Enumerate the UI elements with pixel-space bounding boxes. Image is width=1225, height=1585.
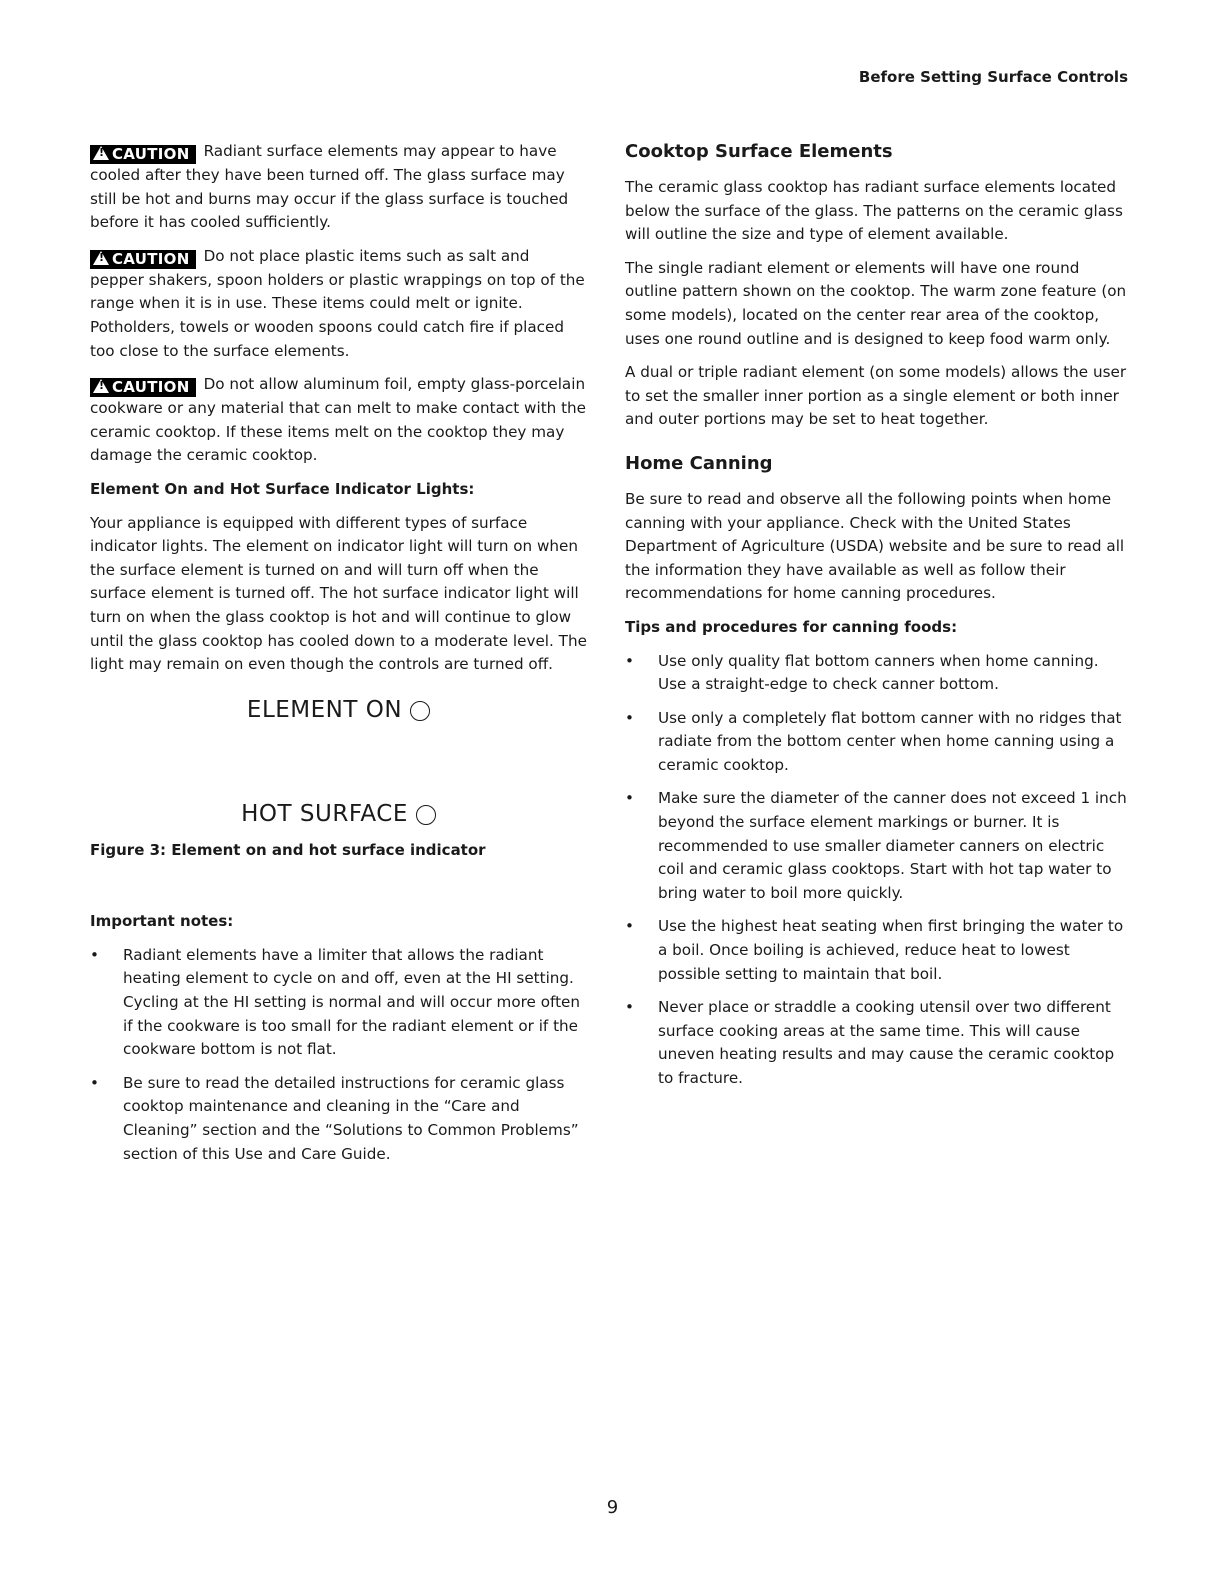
list-item: • Never place or straddle a cooking utensil over two different surface cooking areas at the same time. This will cause uneven heating results and may cause the ceramic cooktop to fracture. [625, 996, 1128, 1090]
important-notes-heading: Important notes: [90, 912, 234, 931]
list-item: • Make sure the diameter of the canner does not exceed 1 inch beyond the surface element markings or burner. It is recommended to use smaller diameter canners on electric coil and ceramic glass cooktops. Start with hot tap water to bring water to boil more quickly. [625, 787, 1128, 905]
cooktop-paragraph: A dual or triple radiant element (on some models) allows the user to set the smaller inner portion as a single element or both inner and outer portions may be set to heat together. [625, 363, 1127, 429]
warning-triangle-icon [93, 146, 109, 160]
warning-triangle-icon [93, 379, 109, 393]
caution-paragraph [90, 373, 587, 468]
warning-triangle-icon [93, 251, 109, 265]
element-on-indicator [90, 693, 587, 729]
cooktop-section-title: Cooktop Surface Elements [625, 141, 893, 162]
list-item: • Use only a completely flat bottom canner with no ridges that radiate from the bottom center when home canning using a ceramic cooktop. [625, 707, 1128, 778]
list-item: • Use only quality flat bottom canners when home canning. Use a straight-edge to check canner bottom. [625, 650, 1128, 697]
hot-surface-label: HOT SURFACE [241, 800, 408, 827]
caution-text: Radiant surface elements may appear to have cooled after they have been turned off. The glass surface may still be hot and burns may occur if the glass surface is touched before it has cooled sufficiently. [90, 142, 569, 232]
canning-tips-heading: Tips and procedures for canning foods: [625, 617, 958, 636]
caution-text: Do not place plastic items such as salt and pepper shakers, spoon holders or plastic wrappings on top of the range when it is in use. These items could melt or ignite. Potholders, towels or wooden spoons could catch fire if placed too close to the surface elements. [90, 246, 585, 360]
caution-badge-label: CAUTION [112, 249, 190, 268]
home-canning-paragraph: Be sure to read and observe all the following points when home canning with your appliance. Check with the United States Department of Agriculture (USDA) website and be sure to read all the information they have available as well as follow their recommendations for home canning procedures. [625, 489, 1125, 603]
important-notes-list [90, 944, 587, 1166]
cooktop-paragraph: The ceramic glass cooktop has radiant surface elements located below the surface of the glass. The patterns on the ceramic glass will outline the size and type of element available. [625, 178, 1123, 244]
list-item: • Radiant elements have a limiter that allows the radiant heating element to cycle on and off, even at the HI setting. Cycling at the HI setting is normal and will occur more often if the cookware is too small for the radiant element or if the cookware bottom is not flat. [90, 944, 587, 1062]
element-on-label: ELEMENT ON [246, 696, 403, 723]
left-column [90, 140, 587, 1176]
right-column [625, 140, 1128, 1101]
caution-badge [90, 250, 196, 269]
page-number: 9 [606, 1497, 619, 1518]
page-header-title: Before Setting Surface Controls [858, 68, 1128, 86]
indicator-lights-paragraph: Your appliance is equipped with different types of surface indicator lights. The element on indicator light will turn on when the surface element is turned on and will turn off when the surface element is turned off. The hot surface indicator light will turn on when the glass cooktop is hot and will continue to glow until the glass cooktop has cooled down to a moderate level. The light may remain on even though the controls are turned off. [90, 513, 587, 674]
caution-badge-label: CAUTION [112, 378, 190, 397]
caution-paragraph [90, 245, 587, 363]
canning-tips-list [625, 650, 1128, 1091]
caution-badge [90, 145, 196, 164]
indicator-light-circle-icon [416, 805, 436, 825]
list-item: • Use the highest heat seating when first bringing the water to a boil. Once boiling is achieved, reduce heat to lowest possible setting to maintain that boil. [625, 915, 1128, 986]
caution-badge-label: CAUTION [112, 145, 190, 163]
indicator-lights-heading: Element On and Hot Surface Indicator Lights: [90, 479, 475, 498]
home-canning-title: Home Canning [625, 452, 773, 474]
hot-surface-indicator [90, 797, 587, 833]
list-item: • Be sure to read the detailed instructions for ceramic glass cooktop maintenance and cleaning in the “Care and Cleaning” section and the “Solutions to Common Problems” section of this Use and Care Guide. [90, 1072, 587, 1166]
caution-text: Do not allow aluminum foil, empty glass-porcelain cookware or any material that can melt to make contact with the ceramic cooktop. If these items melt on the cooktop they may damage the ceramic cooktop. [90, 375, 587, 465]
indicator-light-circle-icon [410, 701, 430, 721]
caution-paragraph [90, 140, 587, 235]
figure-caption: Figure 3: Element on and hot surface indicator [90, 840, 486, 859]
caution-badge [90, 378, 196, 397]
cooktop-paragraph: The single radiant element or elements will have one round outline pattern shown on the cooktop. The warm zone feature (on some models), located on the center rear area of the cooktop, uses one round outline and is designed to keep food warm only. [625, 258, 1127, 348]
